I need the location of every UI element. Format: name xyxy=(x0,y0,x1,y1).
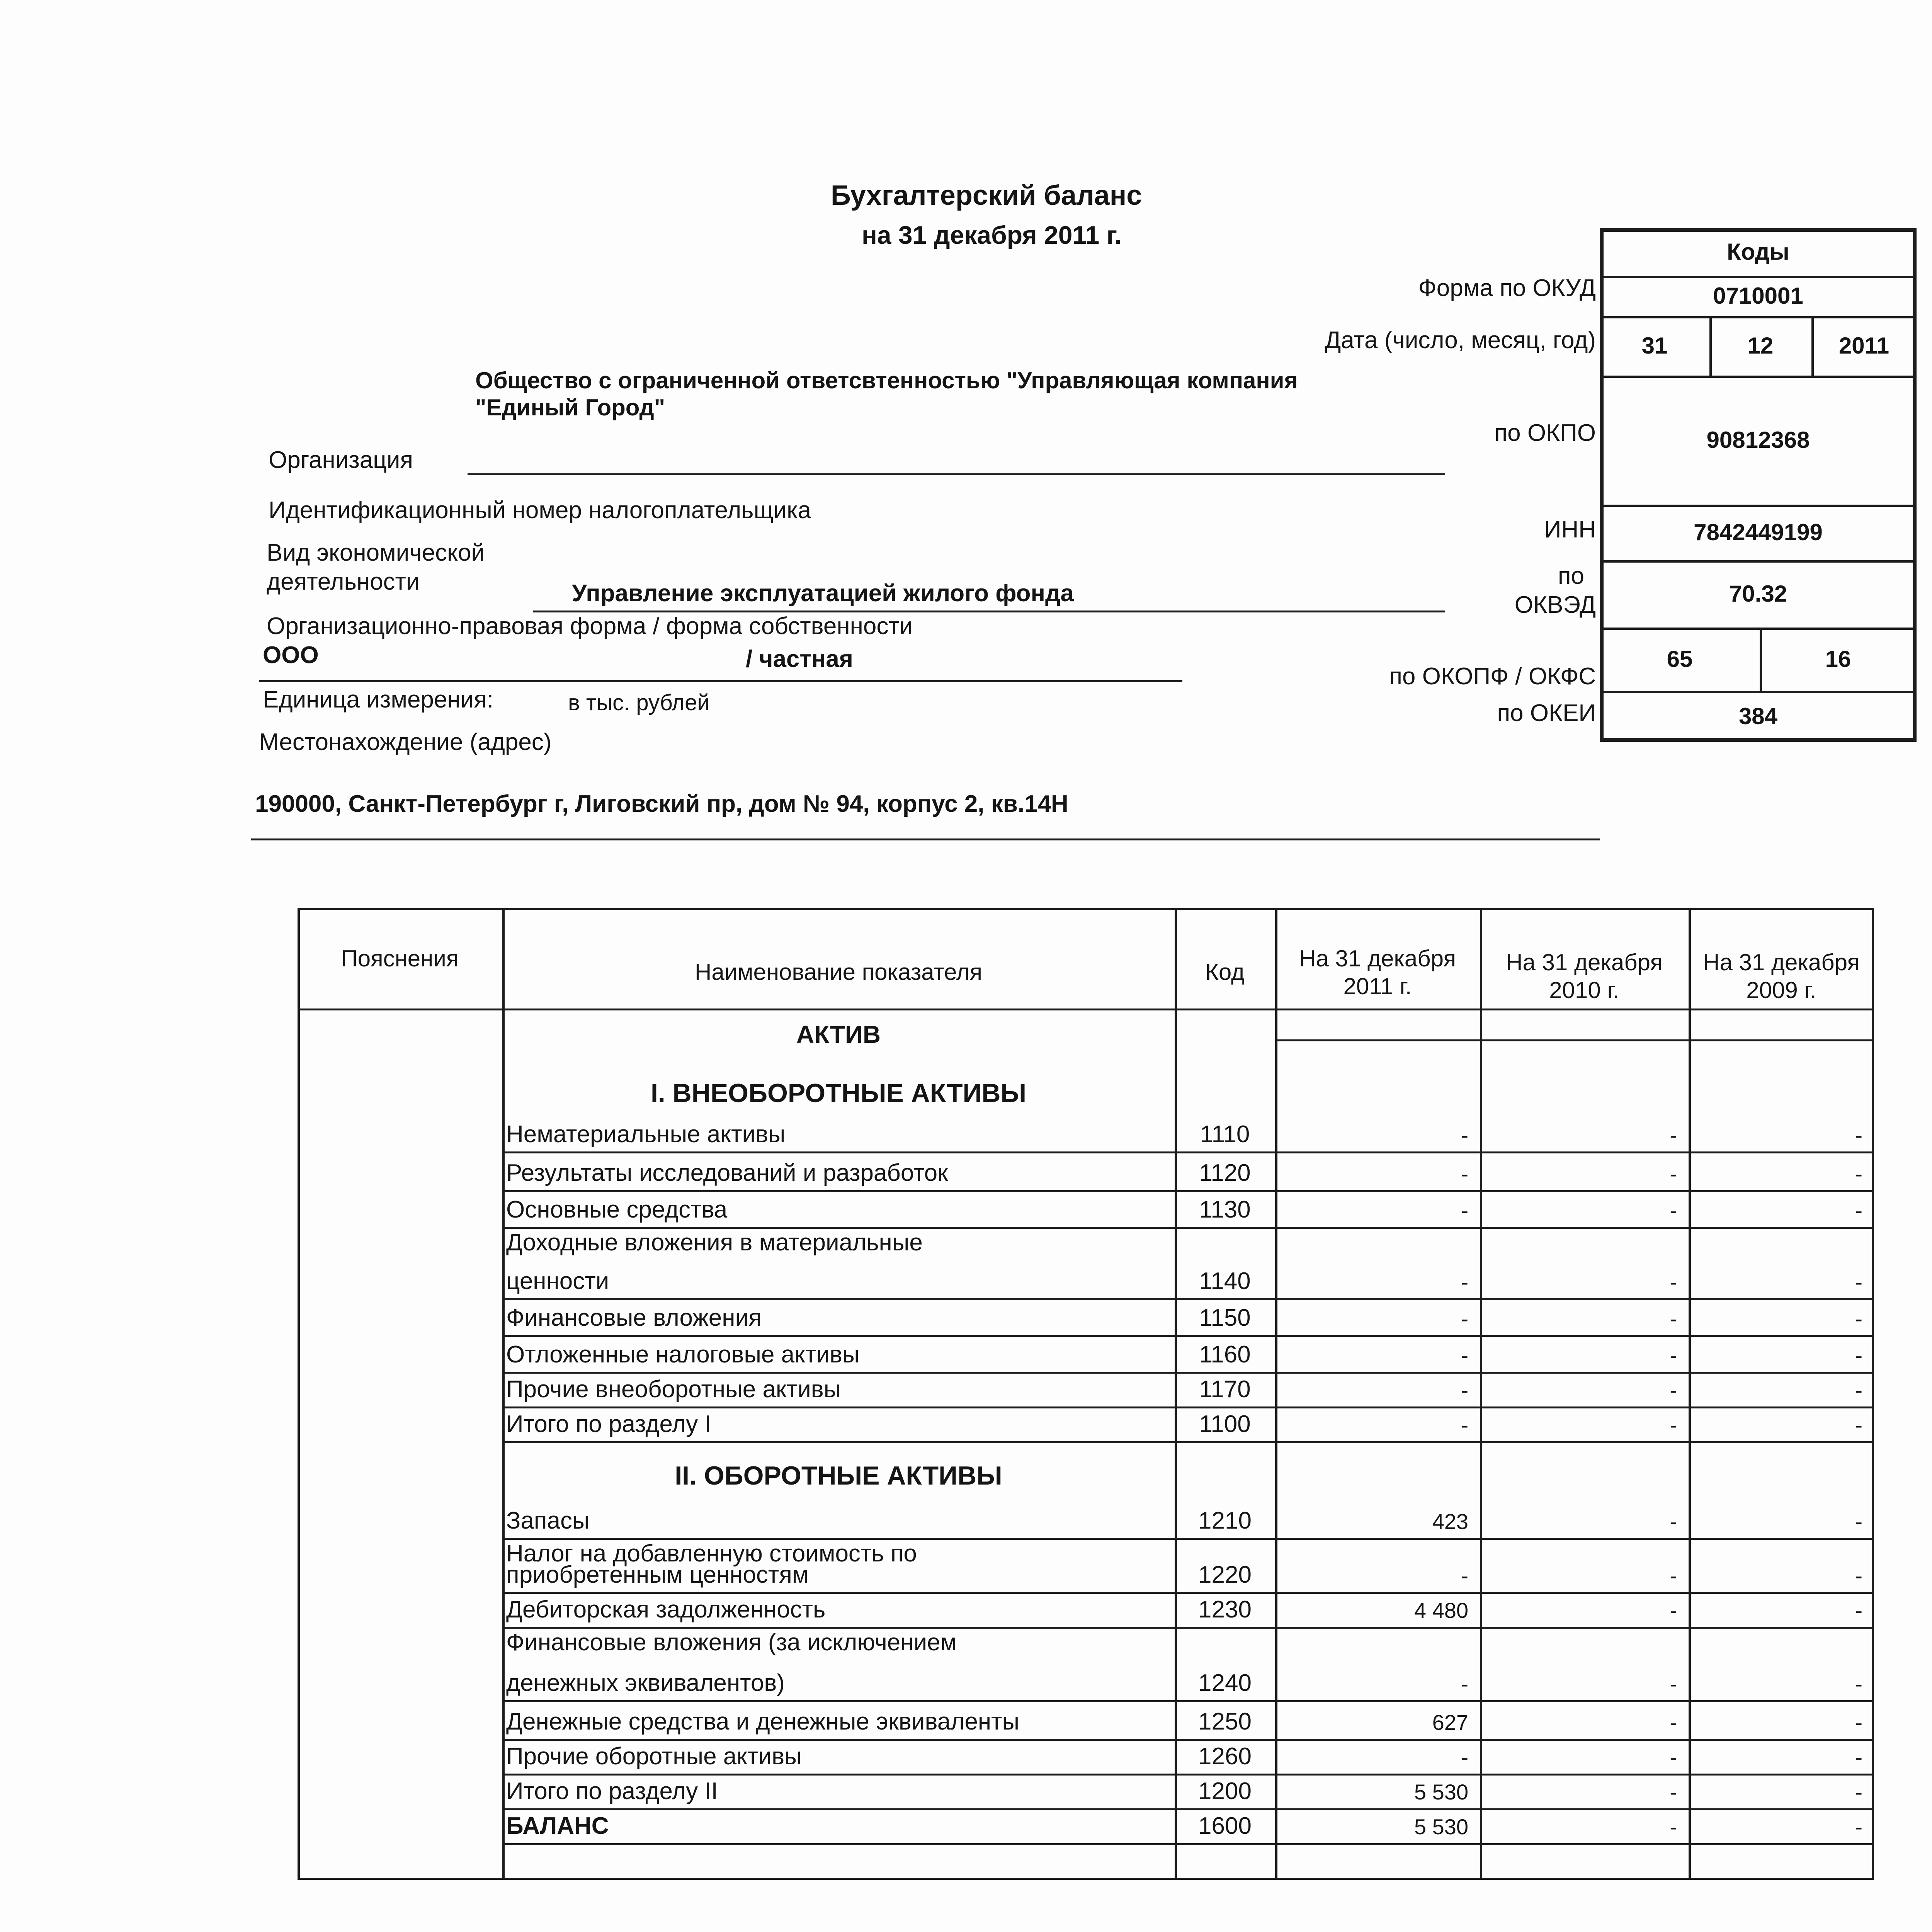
unit-label: Единица измерения: xyxy=(263,686,494,713)
row-value-2011: 423 xyxy=(1432,1509,1468,1534)
balance-table xyxy=(298,908,1874,1880)
okved-code: 70.32 xyxy=(1600,560,1917,630)
row-value-2011: - xyxy=(1461,1745,1468,1769)
header-name: Наименование показателя xyxy=(695,959,982,985)
address-underline xyxy=(251,838,1600,840)
okved-label-po: по xyxy=(1558,563,1584,589)
table-left-border xyxy=(298,908,300,1880)
address-value: 190000, Санкт-Петербург г, Лиговский пр, дом № 94, корпус 2, кв.14Н xyxy=(255,791,1068,817)
row-value-2010: - xyxy=(1670,1162,1677,1186)
row-value-2011: - xyxy=(1461,1672,1468,1696)
row-value-2009: - xyxy=(1855,1710,1862,1735)
row-code: 1110 xyxy=(1200,1121,1250,1148)
col-code-divider xyxy=(1275,908,1277,1880)
row-name: Прочие внеоборотные активы xyxy=(506,1376,841,1403)
row-name: БАЛАНС xyxy=(506,1813,609,1839)
row-separator xyxy=(502,1335,1874,1337)
col-2010-divider xyxy=(1689,908,1691,1880)
row-value-2011: - xyxy=(1461,1413,1468,1437)
row-code: 1130 xyxy=(1199,1196,1251,1223)
activity-value: Управление эксплуатацией жилого фонда xyxy=(572,580,1074,607)
header-2010-line1: На 31 декабря xyxy=(1506,949,1663,975)
row-value-2011: - xyxy=(1461,1123,1468,1147)
row-code: 1100 xyxy=(1199,1411,1251,1437)
row-value-2009: - xyxy=(1855,1198,1862,1223)
row-name: Финансовые вложения (за исключением xyxy=(506,1629,957,1656)
row-name: Дебиторская задолженность xyxy=(506,1596,826,1623)
row-code: 1220 xyxy=(1198,1561,1252,1588)
codes-box xyxy=(1600,228,1917,742)
header-bottom-border xyxy=(298,1009,1874,1010)
row-value-2009: - xyxy=(1855,1343,1862,1367)
table-bottom-border xyxy=(298,1878,1874,1880)
row-value-2010: - xyxy=(1670,1710,1677,1735)
header-notes: Пояснения xyxy=(341,946,459,971)
row-value-2010: - xyxy=(1670,1198,1677,1223)
row-value-2009: - xyxy=(1855,1745,1862,1769)
row-code: 1260 xyxy=(1198,1743,1252,1770)
okved-label: ОКВЭД xyxy=(1514,592,1596,618)
header-2009-line2: 2009 г. xyxy=(1746,977,1816,1003)
row-value-2011: - xyxy=(1461,1343,1468,1367)
row-code: 1240 xyxy=(1198,1670,1252,1696)
row-value-2010: - xyxy=(1670,1672,1677,1696)
row-value-2009: - xyxy=(1855,1378,1862,1402)
row-value-2010: - xyxy=(1670,1745,1677,1769)
row-value-2010: - xyxy=(1670,1563,1677,1588)
document-title: Бухгалтерский баланс xyxy=(831,180,1142,211)
row-value-2010: - xyxy=(1670,1780,1677,1804)
activity-label-1: Вид экономической xyxy=(267,539,485,566)
row-value-2009: - xyxy=(1855,1672,1862,1696)
row-name: Денежные средства и денежные эквиваленты xyxy=(506,1708,1020,1735)
row-code: 1150 xyxy=(1199,1304,1251,1331)
values-top-line xyxy=(1275,1039,1874,1041)
codes-header: Коды xyxy=(1600,228,1917,278)
row-code: 1170 xyxy=(1199,1376,1251,1403)
okfs-code: 16 xyxy=(1760,628,1917,693)
row-value-2010: - xyxy=(1670,1270,1677,1294)
row-value-2010: - xyxy=(1670,1123,1677,1147)
row-code: 1210 xyxy=(1198,1507,1252,1534)
row-name: Основные средства xyxy=(506,1196,728,1223)
row-name: Нематериальные активы xyxy=(506,1121,786,1148)
unit-value: в тыс. рублей xyxy=(568,690,710,715)
table-top-border xyxy=(298,908,1874,910)
row-value-2010: - xyxy=(1670,1343,1677,1367)
row-separator xyxy=(502,1774,1874,1776)
inn-label: Идентификационный номер налогоплательщика xyxy=(269,497,811,524)
header-code: Код xyxy=(1205,959,1245,985)
row-name: Доходные вложения в материальные xyxy=(506,1229,923,1256)
row-value-2009: - xyxy=(1855,1598,1862,1622)
row-value-2011: 5 530 xyxy=(1414,1815,1468,1839)
org-underline xyxy=(468,473,1445,475)
row-value-2010: - xyxy=(1670,1306,1677,1331)
row-name: Итого по разделу II xyxy=(506,1778,718,1804)
row-name-continued: денежных эквивалентов) xyxy=(506,1670,785,1696)
col-name-divider xyxy=(1175,908,1177,1880)
row-name: Итого по разделу I xyxy=(506,1411,711,1437)
row-code: 1200 xyxy=(1198,1778,1252,1804)
row-separator xyxy=(502,1538,1874,1540)
legal-form-label: Организационно-правовая форма / форма собственности xyxy=(267,613,913,639)
header-2011-line2: 2011 г. xyxy=(1343,973,1412,999)
row-value-2011: - xyxy=(1461,1563,1468,1588)
row-code: 1160 xyxy=(1199,1341,1251,1368)
row-code: 1120 xyxy=(1199,1160,1251,1186)
row-value-2011: - xyxy=(1461,1378,1468,1402)
row-value-2010: - xyxy=(1670,1815,1677,1839)
okei-label: по ОКЕИ xyxy=(1497,700,1596,726)
row-value-2011: - xyxy=(1461,1162,1468,1186)
inn-code-label: ИНН xyxy=(1544,516,1596,543)
org-name-line2: "Единый Город" xyxy=(475,395,665,420)
org-label: Организация xyxy=(269,447,413,473)
row-value-2009: - xyxy=(1855,1509,1862,1534)
row-separator xyxy=(502,1739,1874,1741)
header-2010-line2: 2010 г. xyxy=(1549,977,1619,1003)
row-name: Отложенные налоговые активы xyxy=(506,1341,860,1368)
row-name: Результаты исследований и разработок xyxy=(506,1160,948,1186)
aktiv-title: АКТИВ xyxy=(796,1020,881,1048)
section-1-title: I. ВНЕОБОРОТНЫЕ АКТИВЫ xyxy=(650,1078,1027,1108)
row-separator xyxy=(502,1190,1874,1192)
row-value-2009: - xyxy=(1855,1270,1862,1294)
row-value-2009: - xyxy=(1855,1162,1862,1186)
col-notes-divider xyxy=(502,908,505,1880)
row-code: 1230 xyxy=(1198,1596,1252,1623)
header-2011-line1: На 31 декабря xyxy=(1299,946,1456,971)
activity-underline xyxy=(533,611,1445,612)
row-separator xyxy=(502,1843,1874,1845)
row-value-2009: - xyxy=(1855,1413,1862,1437)
row-separator xyxy=(502,1700,1874,1702)
row-code: 1250 xyxy=(1198,1708,1252,1735)
row-value-2009: - xyxy=(1855,1123,1862,1147)
row-value-2011: - xyxy=(1461,1306,1468,1331)
row-value-2011: - xyxy=(1461,1198,1468,1223)
col-2011-divider xyxy=(1480,908,1482,1880)
row-value-2011: 5 530 xyxy=(1414,1780,1468,1804)
row-value-2009: - xyxy=(1855,1780,1862,1804)
row-name-continued: ценности xyxy=(506,1268,609,1294)
ownership-value: / частная xyxy=(746,646,853,672)
row-separator xyxy=(502,1151,1874,1153)
row-name: Запасы xyxy=(506,1507,590,1534)
row-code: 1600 xyxy=(1198,1813,1252,1839)
row-separator xyxy=(502,1227,1874,1229)
row-separator xyxy=(502,1372,1874,1374)
row-name: Прочие оборотные активы xyxy=(506,1743,802,1770)
legal-form-underline xyxy=(259,680,1182,682)
legal-form-value: ООО xyxy=(263,642,319,668)
row-value-2009: - xyxy=(1855,1815,1862,1839)
row-name-continued: приобретенным ценностям xyxy=(506,1561,809,1588)
okud-label: Форма по ОКУД xyxy=(1418,275,1596,301)
row-value-2011: - xyxy=(1461,1270,1468,1294)
okpo-code: 90812368 xyxy=(1600,376,1917,507)
row-value-2009: - xyxy=(1855,1306,1862,1331)
row-value-2011: 627 xyxy=(1432,1710,1468,1735)
row-value-2011: 4 480 xyxy=(1414,1598,1468,1622)
org-name-line1: Общество с ограниченной ответсвтенностью "Управляющая компания xyxy=(475,367,1298,393)
row-code: 1140 xyxy=(1199,1268,1251,1294)
row-value-2010: - xyxy=(1670,1509,1677,1534)
date-month: 12 xyxy=(1709,316,1814,378)
okud-code: 0710001 xyxy=(1600,276,1917,318)
row-separator xyxy=(502,1592,1874,1594)
row-separator xyxy=(502,1808,1874,1810)
activity-label-2: деятельности xyxy=(267,568,420,595)
okei-code: 384 xyxy=(1738,703,1778,729)
header-2009-line1: На 31 декабря xyxy=(1703,949,1860,975)
row-separator xyxy=(502,1441,1874,1443)
row-name: Финансовые вложения xyxy=(506,1304,762,1331)
section-2-title: II. ОБОРОТНЫЕ АКТИВЫ xyxy=(675,1461,1002,1490)
row-separator xyxy=(502,1406,1874,1408)
inn-code: 7842449199 xyxy=(1600,505,1917,563)
row-separator xyxy=(502,1298,1874,1300)
row-value-2010: - xyxy=(1670,1378,1677,1402)
report-date: на 31 декабря 2011 г. xyxy=(862,221,1122,249)
row-value-2009: - xyxy=(1855,1563,1862,1588)
okopf-code: 65 xyxy=(1600,628,1762,693)
date-day: 31 xyxy=(1600,316,1712,378)
okpo-label: по ОКПО xyxy=(1494,420,1596,446)
row-value-2010: - xyxy=(1670,1598,1677,1622)
okopf-label: по ОКОПФ / ОКФС xyxy=(1389,663,1596,690)
date-year: 2011 xyxy=(1811,316,1917,378)
date-label: Дата (число, месяц, год) xyxy=(1325,327,1596,354)
row-separator xyxy=(502,1627,1874,1629)
address-label: Местонахождение (адрес) xyxy=(259,729,552,755)
table-right-border xyxy=(1872,908,1874,1880)
row-name: Налог на добавленную стоимость по xyxy=(506,1540,917,1567)
row-value-2010: - xyxy=(1670,1413,1677,1437)
